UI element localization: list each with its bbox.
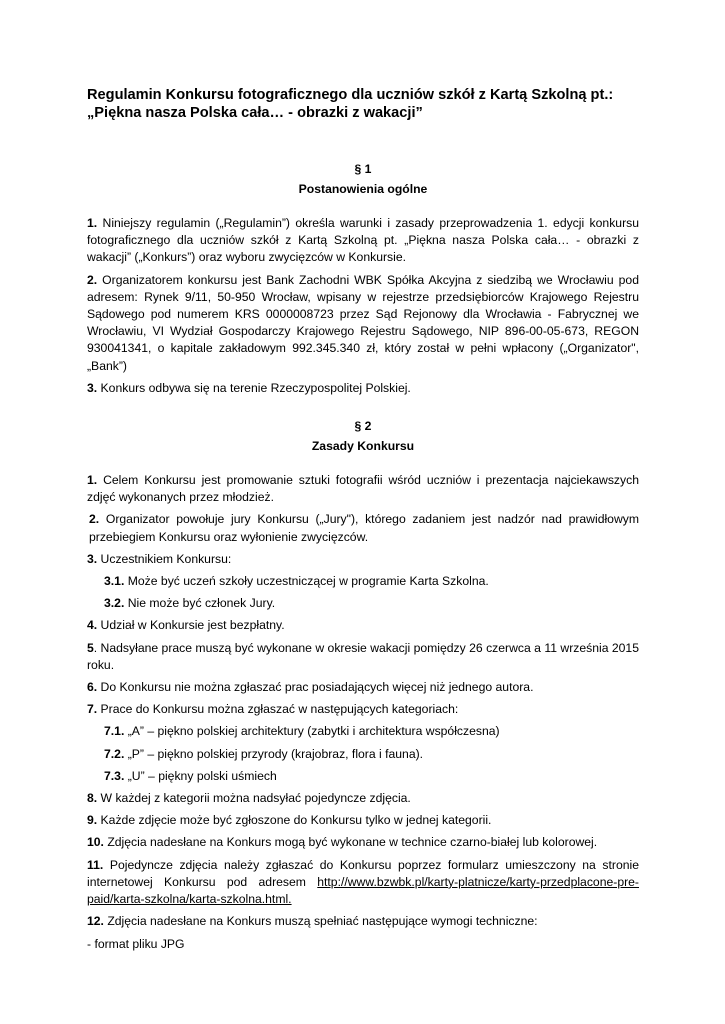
paragraph-text: Może być uczeń szkoły uczestniczącej w programie Karta Szkolna. (124, 574, 489, 589)
paragraph-2-3-2 (87, 595, 639, 612)
paragraph-number: 7. (87, 702, 98, 717)
paragraph-2-4 (87, 617, 639, 634)
paragraph-text: Organizatorem konkursu jest Bank Zachodni WBK Spółka Akcyjna z siedzibą we Wrocławiu pod adresem: Rynek 9/11, 50-950 Wrocław, wpisany w rejestrze przedsiębiorców Krajowego Rejestru Sądowego pod numerem KRS 0000008723 przez Sąd Rejonowy dla Wrocławia - Fabrycznej we Wrocławiu, VI Wydział Gospodarczy Krajowego Rejestru Sądowego, NIP 896-00-05-673, REGON 930041341, o kapitale zakładowym 992.345.340 zł, który został w pełni wpłacony („Organizator", „Bank”) (87, 272, 639, 373)
paragraph-2-10 (87, 834, 639, 851)
paragraph-text: Zdjęcia nadesłane na Konkurs muszą spełniać następujące wymogi techniczne: (103, 914, 538, 929)
paragraph-2-7-3 (87, 768, 639, 785)
paragraph-number: 5 (87, 640, 94, 655)
paragraph-number: 8. (87, 791, 98, 806)
paragraph-1-3 (87, 380, 639, 397)
title-line-2: „Piękna nasza Polska cała… - obrazki z wakacji” (87, 105, 423, 121)
paragraph-text: Konkurs odbywa się na terenie Rzeczypospolitej Polskiej. (97, 380, 411, 395)
paragraph-text: „A” – piękno polskiej architektury (zabytki i architektura współczesna) (124, 724, 500, 739)
paragraph-2-9 (87, 812, 639, 829)
document-title (87, 86, 639, 122)
paragraph-number: 4. (87, 618, 98, 633)
contest-form-link[interactable]: http://www.bzwbk.pl/karty-platnicze/karty-przedplacone-pre-paid/karta-szkolna/karta-szkolna.html. (87, 874, 639, 907)
paragraph-text: Zdjęcia nadesłane na Konkurs mogą być wykonane w technice czarno-białej lub kolorowej. (103, 835, 598, 850)
paragraph-2-1 (87, 472, 639, 506)
paragraph-2-3-1 (87, 573, 639, 590)
paragraph-number: 10. (87, 835, 104, 850)
paragraph-text: Udział w Konkursie jest bezpłatny. (97, 618, 285, 633)
paragraph-text: Prace do Konkursu można zgłaszać w następujących kategoriach: (97, 702, 459, 717)
paragraph-number: 9. (87, 813, 98, 828)
paragraph-2-7-1 (87, 723, 639, 740)
paragraph-text: W każdej z kategorii można nadsyłać pojedyncze zdjęcia. (97, 791, 411, 806)
document-body (87, 86, 639, 953)
paragraph-number: 11. (87, 857, 104, 872)
paragraph-text: „U” – piękny polski uśmiech (124, 768, 277, 783)
paragraph-text: Każde zdjęcie może być zgłoszone do Konkursu tylko w jednej kategorii. (97, 813, 492, 828)
paragraph-2-12-a: - format pliku JPG (87, 936, 185, 951)
paragraph-text: „P” – piękno polskiej przyrody (krajobraz, flora i fauna). (124, 746, 424, 761)
paragraph-text: Organizator powołuje jury Konkursu („Jury"), którego zadaniem jest nadzór nad prawidłowym przebiegiem Konkursu oraz wyłonienie zwycięzców. (89, 512, 639, 544)
paragraph-1-2 (87, 272, 639, 375)
paragraph-2-7-2 (87, 746, 639, 763)
paragraph-text: Uczestnikiem Konkursu: (97, 551, 232, 566)
paragraph-number: 7.1. (104, 724, 125, 739)
paragraph-2-3 (87, 551, 639, 568)
paragraph-text: . Nadsyłane prace muszą być wykonane w okresie wakacji pomiędzy 26 czerwca a 11 września 2015 roku. (87, 640, 639, 672)
paragraph-2-2 (87, 511, 639, 545)
paragraph-text: Do Konkursu nie można zgłaszać prac posiadających więcej niż jednego autora. (97, 680, 534, 695)
paragraph-number: 2. (89, 512, 100, 527)
section-1-number: § 1 (354, 162, 372, 176)
paragraph-number: 12. (87, 914, 104, 929)
paragraph-2-7 (87, 701, 639, 718)
paragraph-number: 3. (87, 551, 98, 566)
paragraph-2-11 (87, 857, 639, 909)
paragraph-1-1 (87, 215, 639, 267)
paragraph-2-6 (87, 679, 639, 696)
paragraph-text: Pojedyncze zdjęcia należy zgłaszać do Konkursu poprzez formularz umieszczony na stronie internetowej Konkursu pod adresem (87, 857, 639, 889)
paragraph-number: 1. (87, 216, 98, 230)
paragraph-number: 3. (87, 380, 98, 395)
paragraph-number: 6. (87, 680, 98, 695)
title-line-1: Regulamin Konkursu fotograficznego dla uczniów szkół z Kartą Szkolną pt.: (87, 87, 614, 103)
paragraph-number: 2. (87, 272, 98, 287)
paragraph-2-5 (87, 640, 639, 674)
paragraph-number: 7.2. (104, 746, 125, 761)
paragraph-text: Celem Konkursu jest promowanie sztuki fotografii wśród uczniów i prezentacja najciekawszych zdjęć wykonanych przez młodzież. (87, 473, 639, 505)
paragraph-number: 3.1. (104, 574, 125, 589)
paragraph-number: 3.2. (104, 596, 125, 611)
paragraph-2-12 (87, 913, 639, 930)
paragraph-number: 1. (87, 473, 98, 488)
paragraph-text: Niniejszy regulamin („Regulamin”) określa warunki i zasady przeprowadzenia 1. edycji konkursu fotograficznego dla uczniów szkół z Kartą Szkolną pt. „Piękna nasza Polska cała… - obrazki z wakacji” („Konkurs”) oraz wyboru zwycięzców w Konkursie. (87, 216, 639, 265)
section-1-heading: Postanowienia ogólne (298, 182, 428, 196)
paragraph-2-8 (87, 790, 639, 807)
section-2-heading: Zasady Konkursu (311, 439, 415, 454)
paragraph-number: 7.3. (104, 768, 125, 783)
section-2-number: § 2 (354, 419, 372, 434)
paragraph-text: Nie może być członek Jury. (124, 596, 276, 611)
